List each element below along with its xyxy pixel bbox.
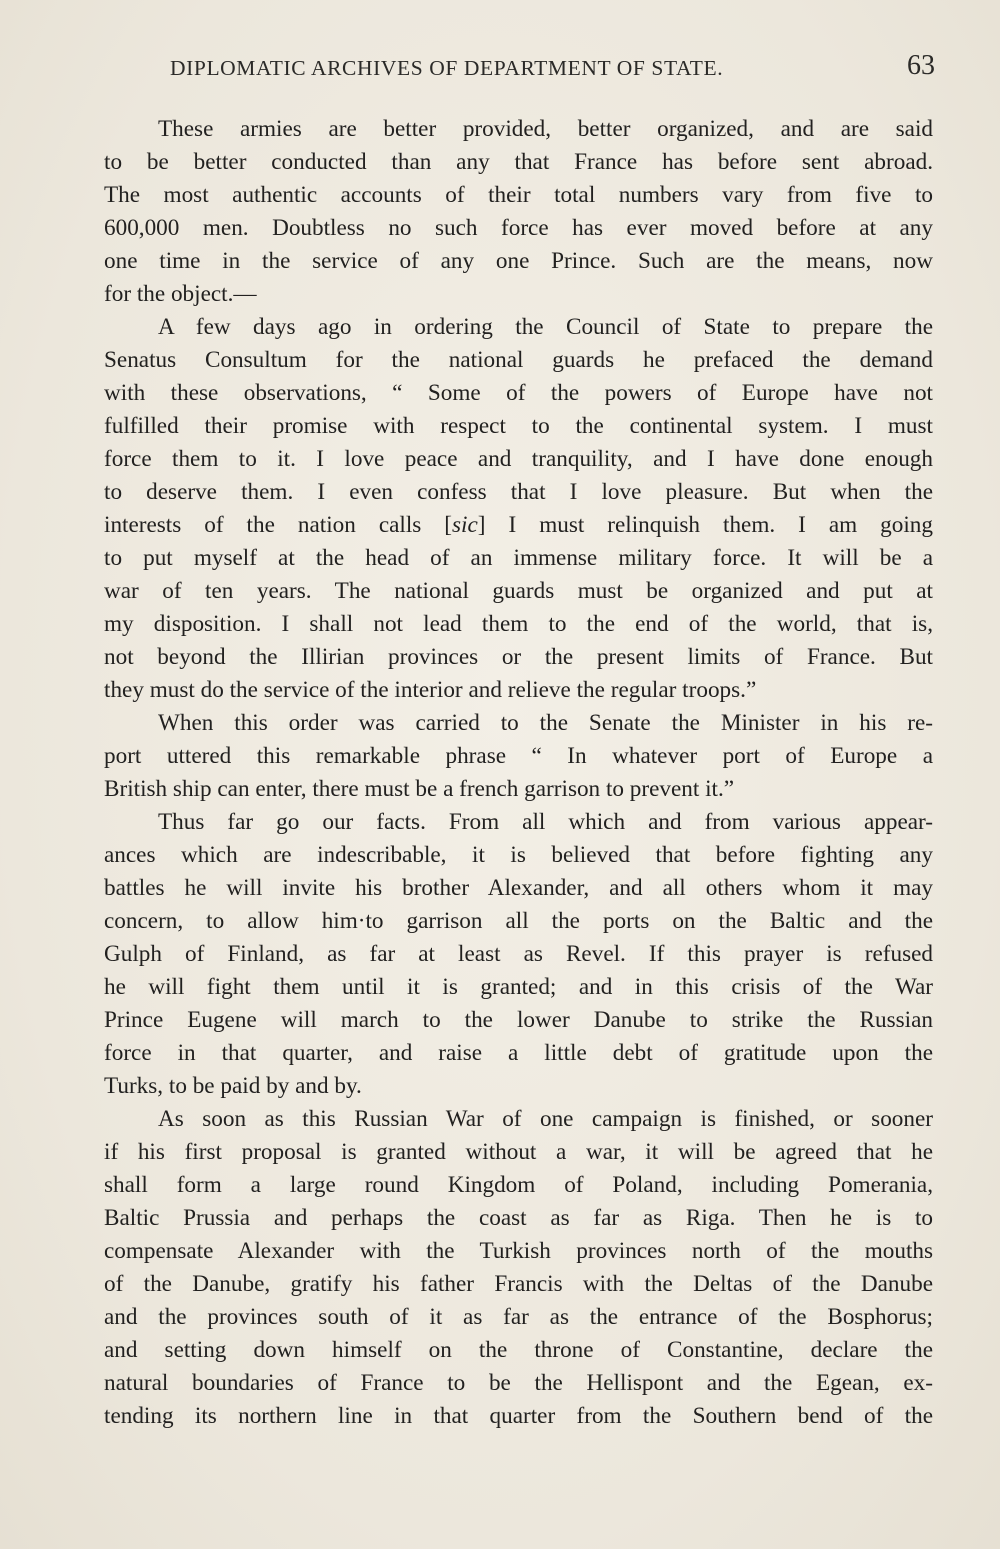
paragraph: [104, 113, 933, 311]
text-line: Turks, to be paid by and by.: [104, 1073, 362, 1099]
text-line: A few days ago in ordering the Council of State to prepare the: [158, 314, 933, 340]
text-line: The most authentic accounts of their total numbers vary from five to: [104, 182, 933, 208]
text-line: war of ten years. The national guards must be organized and put at: [104, 578, 933, 604]
text-line: my disposition. I shall not lead them to the end of the world, that is,: [104, 611, 933, 637]
text-line: Baltic Prussia and perhaps the coast as far as Riga. Then he is to: [104, 1205, 933, 1231]
text-line: for the object.—: [104, 281, 257, 307]
text-line: if his first proposal is granted without a war, it will be agreed that he: [104, 1139, 933, 1165]
paragraph: [104, 1103, 933, 1433]
text-line: they must do the service of the interior and relieve the regular troops.”: [104, 677, 757, 703]
text-line: concern, to allow him·to garrison all the ports on the Baltic and the: [104, 908, 933, 934]
text-fragment: interests of the nation calls [: [104, 512, 453, 538]
text-line: to deserve them. I even confess that I love pleasure. But when the: [104, 479, 933, 505]
text-line: When this order was carried to the Senate the Minister in his re-: [158, 710, 933, 736]
text-line: compensate Alexander with the Turkish provinces north of the mouths: [104, 1238, 933, 1264]
text-line: British ship can enter, there must be a french garrison to prevent it.”: [104, 776, 735, 802]
text-line: of the Danube, gratify his father Francis with the Deltas of the Danube: [104, 1271, 933, 1297]
page-header: [170, 50, 935, 90]
text-line: Prince Eugene will march to the lower Danube to strike the Russian: [104, 1007, 933, 1033]
text-line: ances which are indescribable, it is believed that before fighting any: [104, 842, 933, 868]
text-line: and setting down himself on the throne of Constantine, declare the: [104, 1337, 933, 1363]
paragraph: [104, 806, 933, 1103]
text-line: Senatus Consultum for the national guards he prefaced the demand: [104, 347, 933, 373]
text-line: and the provinces south of it as far as the entrance of the Bosphorus;: [104, 1304, 933, 1330]
text-line: Gulph of Finland, as far at least as Revel. If this prayer is refused: [104, 941, 933, 967]
text-line: natural boundaries of France to be the Hellispont and the Egean, ex-: [104, 1370, 933, 1396]
text-line: shall form a large round Kingdom of Poland, including Pomerania,: [104, 1172, 933, 1198]
text-line: he will fight them until it is granted; and in this crisis of the War: [104, 974, 933, 1000]
text-line: Thus far go our facts. From all which and from various appear-: [158, 809, 933, 835]
text-line: force in that quarter, and raise a little debt of gratitude upon the: [104, 1040, 933, 1066]
text-line: battles he will invite his brother Alexander, and all others whom it may: [104, 875, 933, 901]
text-line: one time in the service of any one Prince. Such are the means, now: [104, 248, 933, 274]
text-fragment: ] I must relinquish them. I am going: [477, 512, 933, 538]
text-line: to be better conducted than any that France has before sent abroad.: [104, 149, 933, 175]
text-line-with-sic: [104, 509, 933, 542]
text-line: As soon as this Russian War of one campaign is finished, or sooner: [158, 1106, 933, 1132]
paragraph: [104, 311, 933, 707]
text-line: tending its northern line in that quarter from the Southern bend of the: [104, 1403, 933, 1429]
text-line: with these observations, “ Some of the powers of Europe have not: [104, 380, 933, 406]
text-line: port uttered this remarkable phrase “ In whatever port of Europe a: [104, 743, 933, 769]
text-line: fulfilled their promise with respect to the continental system. I must: [104, 413, 933, 439]
text-line: force them to it. I love peace and tranquility, and I have done enough: [104, 446, 933, 472]
page-number: 63: [907, 50, 935, 81]
text-line: 600,000 men. Doubtless no such force has ever moved before at any: [104, 215, 933, 241]
running-head: DIPLOMATIC ARCHIVES OF DEPARTMENT OF STATE.: [170, 56, 724, 80]
body-text: [104, 113, 933, 1433]
text-line: These armies are better provided, better organized, and are said: [158, 116, 933, 142]
text-line: to put myself at the head of an immense military force. It will be a: [104, 545, 933, 571]
sic-annotation: sic: [452, 512, 478, 538]
paragraph: [104, 707, 933, 806]
text-line: not beyond the Illirian provinces or the present limits of France. But: [104, 644, 933, 670]
